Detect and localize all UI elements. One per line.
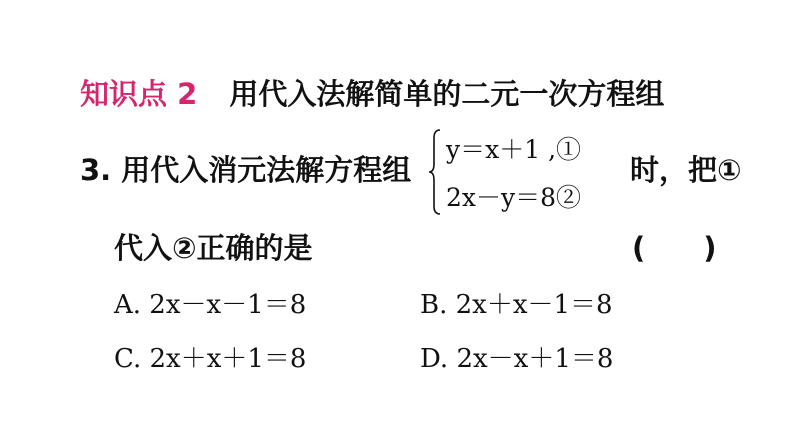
brace-icon bbox=[428, 128, 442, 216]
option-b[interactable]: B. 2x＋x－1＝8 bbox=[420, 290, 613, 320]
section-heading bbox=[80, 72, 664, 113]
equation-1: y＝x＋1 ,① bbox=[446, 135, 582, 164]
equation-2: 2x－y＝8② bbox=[446, 183, 582, 212]
equation-system bbox=[428, 128, 618, 216]
question-stem-continued: 时，把① bbox=[630, 153, 742, 187]
option-c[interactable]: C. 2x＋x＋1＝8 bbox=[114, 344, 307, 374]
option-a[interactable]: A. 2x－x－1＝8 bbox=[114, 290, 307, 320]
option-d[interactable]: D. 2x－x＋1＝8 bbox=[420, 344, 614, 374]
question-stem-line2: 代入②正确的是 bbox=[114, 231, 313, 265]
answer-blank: ( ) bbox=[632, 231, 717, 265]
section-title: 用代入法解简单的二元一次方程组 bbox=[229, 77, 665, 111]
section-tag: 知识点 2 bbox=[80, 77, 198, 111]
question-stem: 3. 用代入消元法解方程组 bbox=[80, 153, 412, 187]
